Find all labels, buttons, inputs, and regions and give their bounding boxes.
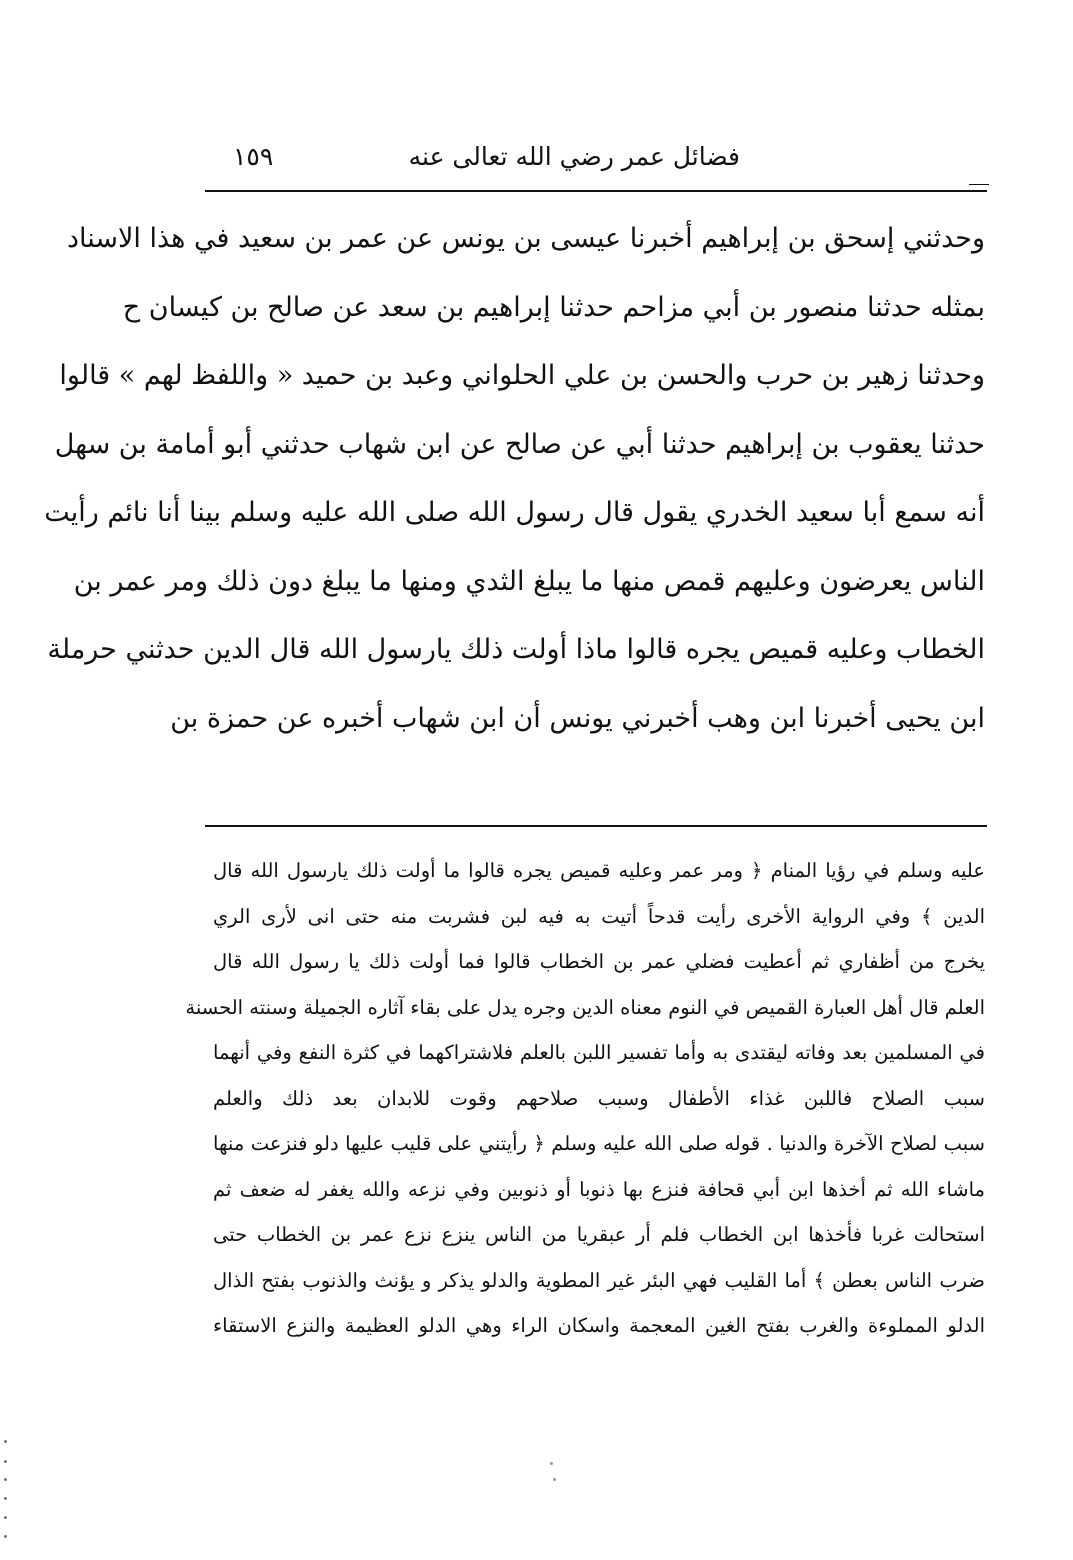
commentary-line: العلم قال أهل العبارة القميص في النوم معناه الدين وجره يدل على بقاء آثاره الجميلة وسنته الحسنة: [185, 995, 985, 1019]
hadith-line: بمثله حدثنا منصور بن أبي مزاحم حدثنا إبراهيم بن سعد عن صالح بن كيسان ح: [122, 291, 985, 323]
scan-speck: [550, 1462, 553, 1465]
header-rule-tick: [969, 184, 989, 185]
hadith-line: حدثنا يعقوب بن إبراهيم حدثنا أبي عن صالح عن ابن شهاب حدثني أبو أمامة بن سهل: [54, 428, 985, 460]
commentary-line: سبب الصلاح فاللبن غذاء الأطفال وسبب صلاحهم وقوت للابدان بعد ذلك والعلم: [213, 1086, 985, 1110]
hadith-line: ابن يحيى أخبرنا ابن وهب أخبرني يونس أن ابن شهاب أخبره عن حمزة بن: [170, 702, 985, 734]
hadith-line: وحدثنا زهير بن حرب والحسن بن علي الحلواني وعبد بن حميد « واللفظ لهم » قالوا: [59, 360, 985, 391]
commentary-line: الدلو المملوءة والغرب بفتح الغين المعجمة واسكان الراء وهي الدلو العظيمة والنزع الاستقاء: [213, 1314, 985, 1337]
hadith-line: الخطاب وعليه قميص يجره قالوا ماذا أولت ذلك يارسول الله قال الدين حدثني حرملة: [47, 634, 985, 665]
scan-margin-dots: [0, 1440, 12, 1550]
commentary-line: ماشاء الله ثم أخذها ابن أبي قحافة فنزع بها ذنوبا أو ذنوبين وفي نزعه والله يغفر له ضعف ثم: [213, 1177, 985, 1201]
header-rule: [205, 190, 987, 192]
commentary-line: سبب لصلاح الآخرة والدنيا . قوله صلى الله عليه وسلم ﴿ رأيتني على قليب عليها دلو فنزعت منها: [213, 1132, 985, 1155]
commentary-divider: [205, 825, 987, 827]
running-header: [205, 140, 985, 182]
page-number: ١٥٩: [233, 142, 274, 171]
commentary-line: استحالت غربا فأخذها ابن الخطاب فلم أر عبقريا من الناس ينزع نزع عمر بن الخطاب حتى: [213, 1223, 985, 1246]
hadith-line: الناس يعرضون وعليهم قمص منها ما يبلغ الثدي ومنها ما يبلغ دون ذلك ومر عمر بن: [73, 565, 985, 597]
commentary-line: ضرب الناس بعطن ﴾ أما القليب فهي البئر غير المطوية والدلو يذكر و يؤنث والذنوب بفتح الذال: [213, 1268, 985, 1292]
scan-speck: [553, 1478, 556, 1481]
commentary-line: عليه وسلم في رؤيا المنام ﴿ ومر عمر وعليه قميص يجره قالوا ما أولت ذلك يارسول الله قال: [213, 859, 985, 882]
hadith-text: [44, 205, 985, 753]
header-title: فضائل عمر رضي الله تعالى عنه: [408, 142, 740, 171]
commentary-line: يخرج من أظفاري ثم أعطيت فضلي عمر بن الخطاب قالوا فما أولت ذلك يا رسول الله قال: [213, 950, 985, 973]
commentary-line: الدين ﴾ وفي الرواية الأخرى رأيت قدحاً أتيت به فيه لبن فشربت منه حتى انى لأرى الري: [213, 904, 985, 928]
hadith-line: أنه سمع أبا سعيد الخدري يقول قال رسول الله صلى الله عليه وسلم بينا أنا نائم رأيت: [44, 497, 985, 528]
commentary-line: في المسلمين بعد وفاته ليقتدى به وأما تفسير اللبن بالعلم فلاشتراكهما في كثرة النفع وفي أنهما: [213, 1041, 985, 1064]
commentary-text: [185, 848, 985, 1349]
hadith-line: وحدثني إسحق بن إبراهيم أخبرنا عيسى بن يونس عن عمر بن سعيد في هذا الاسناد: [67, 223, 985, 254]
